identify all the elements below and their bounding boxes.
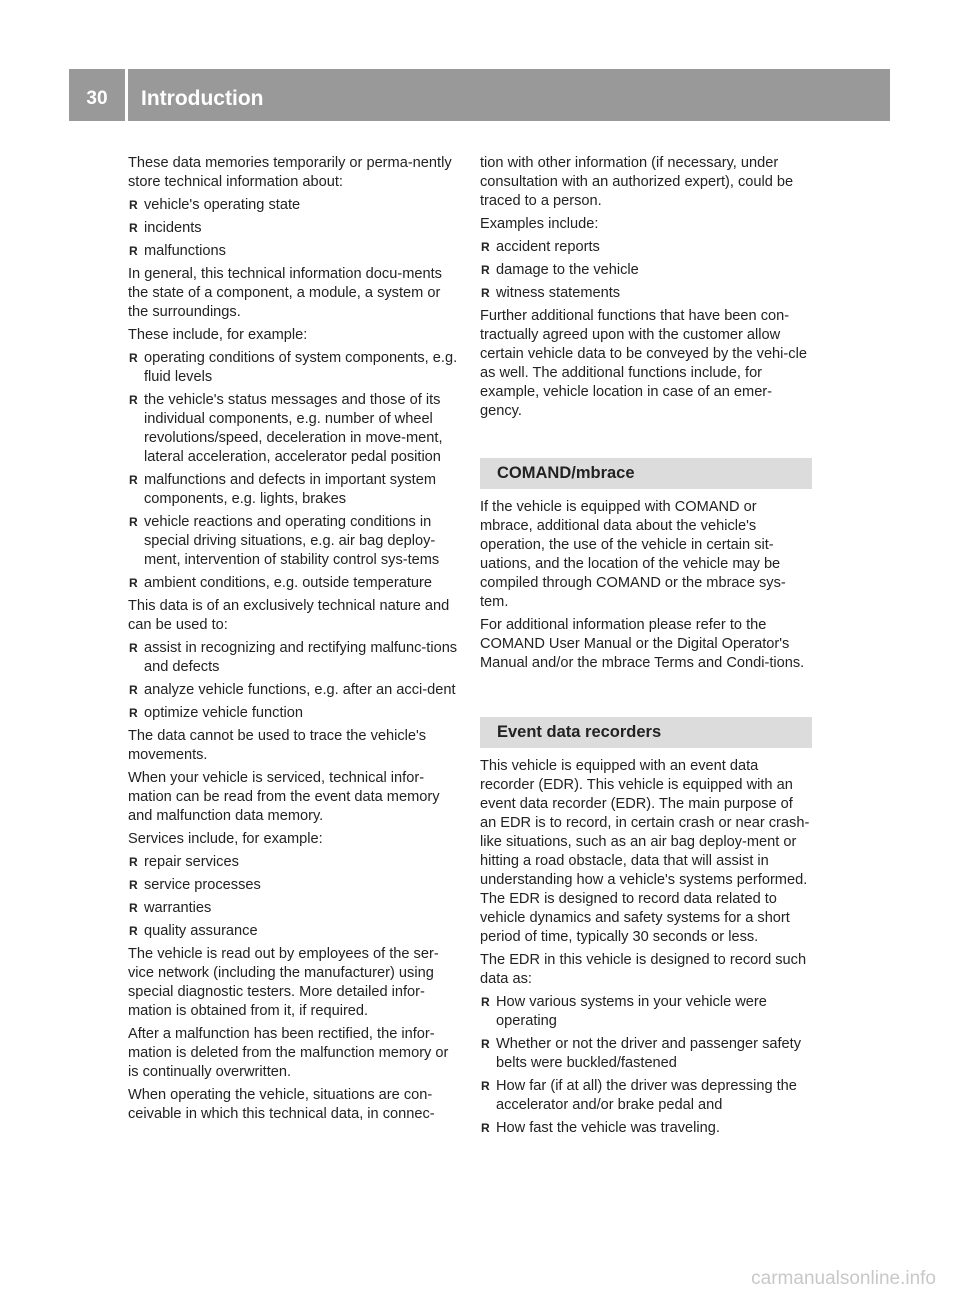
list-item-text: incidents (144, 220, 202, 236)
list-item-text: malfunctions (144, 243, 226, 259)
section-heading-event-data-recorders: Event data recorders (480, 717, 812, 748)
page-number: 30 (86, 88, 108, 109)
bullet-icon: R (129, 576, 138, 590)
list-item-text: quality assurance (144, 923, 258, 939)
bullet-icon: R (481, 263, 490, 277)
bullet-icon: R (481, 1037, 490, 1051)
bullet-icon: R (129, 198, 138, 212)
paragraph: The data cannot be used to trace the vehicle's movements. (128, 728, 427, 763)
list-item (128, 242, 462, 261)
list-item-text: How fast the vehicle was traveling. (496, 1120, 720, 1136)
section-spacer (480, 677, 812, 717)
list-item (128, 681, 462, 700)
paragraph: These include, for example: (128, 327, 308, 343)
list-item-text: the vehicle's status messages and those of its individual components, e.g. number of wheel revolutions/speed, deceleration in move-ment, lateral acceleration, accelerator pedal position (144, 392, 443, 465)
list-item (480, 1119, 812, 1138)
list-item (128, 219, 462, 238)
header-divider (125, 69, 128, 121)
bullet-icon: R (129, 878, 138, 892)
bullet-icon: R (129, 351, 138, 365)
bullet-icon: R (129, 244, 138, 258)
watermark: carmanualsonline.info (751, 1268, 936, 1289)
list-item (480, 1035, 812, 1073)
list-item (480, 238, 812, 257)
list-item-text: repair services (144, 854, 239, 870)
list-item (128, 922, 462, 941)
list-item-text: How far (if at all) the driver was depressing the accelerator and/or brake pedal and (496, 1078, 797, 1113)
left-column (128, 154, 462, 1128)
bullet-icon: R (129, 901, 138, 915)
bullet-icon: R (129, 706, 138, 720)
list-item-text: accident reports (496, 239, 600, 255)
list-item (128, 876, 462, 895)
bullet-list (128, 853, 462, 941)
bullet-icon: R (481, 995, 490, 1009)
list-item (128, 513, 462, 570)
paragraph: Services include, for example: (128, 831, 323, 847)
bullet-icon: R (481, 240, 490, 254)
bullet-list (480, 993, 812, 1138)
bullet-list (128, 349, 462, 593)
list-item-text: service processes (144, 877, 261, 893)
page-title: Introduction (141, 87, 264, 110)
paragraph: The vehicle is read out by employees of the ser-vice network (including the manufacturer) using special diagnostic testers. More detailed infor-mation is obtained from it, if required. (128, 946, 439, 1019)
section-heading-comand-mbrace: COMAND/mbrace (480, 458, 812, 489)
list-item-text: vehicle reactions and operating conditions in special driving situations, e.g. air bag deploy-ment, intervention of stability control sys-tems (144, 514, 440, 568)
list-item (480, 993, 812, 1031)
bullet-icon: R (129, 221, 138, 235)
bullet-icon: R (129, 683, 138, 697)
list-item (480, 261, 812, 280)
list-item (128, 704, 462, 723)
list-item-text: warranties (144, 900, 212, 916)
bullet-icon: R (129, 641, 138, 655)
paragraph: When operating the vehicle, situations are con-ceivable in which this technical data, in connec- (128, 1087, 435, 1122)
list-item (128, 349, 462, 387)
bullet-list (480, 238, 812, 303)
list-item (128, 574, 462, 593)
paragraph: In general, this technical information docu-ments the state of a component, a module, a system or the surroundings. (128, 266, 442, 320)
bullet-icon: R (129, 855, 138, 869)
paragraph: Examples include: (480, 216, 599, 232)
list-item (128, 471, 462, 509)
paragraph: Further additional functions that have been con-tractually agreed upon with the customer allow certain vehicle data to be conveyed by the vehi-cle as well. The additional functions include, for example, vehicle location in case of an emer-gency. (480, 308, 807, 419)
bullet-icon: R (481, 1079, 490, 1093)
section-spacer (480, 425, 812, 458)
list-item-text: Whether or not the driver and passenger safety belts were buckled/fastened (496, 1036, 802, 1071)
paragraph: tion with other information (if necessary, under consultation with an authorized expert), could be traced to a person. (480, 155, 794, 209)
bullet-icon: R (129, 393, 138, 407)
paragraph: If the vehicle is equipped with COMAND or mbrace, additional data about the vehicle's operation, the use of the vehicle in certain sit-uations, and the location of the vehicle may be compiled through COMAND or the mbrace sys-tem. (480, 499, 786, 610)
paragraph: This vehicle is equipped with an event data recorder (EDR). This vehicle is equipped with an event data recorder (EDR). The main purpose of an EDR is to record, in certain crash or near crash-like situations, such as an air bag deploy-ment or hitting a road obstacle, data that will assist in understanding how a vehicle's systems performed. The EDR is designed to record data related to vehicle dynamics and safety systems for a short period of time, typically 30 seconds or less. (480, 758, 810, 945)
list-item (480, 1077, 812, 1115)
list-item (480, 284, 812, 303)
list-item-text: assist in recognizing and rectifying malfunc-tions and defects (144, 640, 458, 675)
list-item-text: optimize vehicle function (144, 705, 303, 721)
bullet-list (128, 196, 462, 261)
list-item-text: vehicle's operating state (144, 197, 301, 213)
list-item-text: How various systems in your vehicle were operating (496, 994, 767, 1029)
paragraph: This data is of an exclusively technical nature and can be used to: (128, 598, 450, 633)
paragraph: The EDR in this vehicle is designed to record such data as: (480, 952, 807, 987)
list-item-text: operating conditions of system components, e.g. fluid levels (144, 350, 458, 385)
paragraph: These data memories temporarily or perma-nently store technical information about: (128, 155, 452, 190)
bullet-list (128, 639, 462, 723)
list-item (128, 899, 462, 918)
bullet-icon: R (481, 286, 490, 300)
list-item (128, 853, 462, 872)
list-item-text: malfunctions and defects in important system components, e.g. lights, brakes (144, 472, 437, 507)
bullet-icon: R (129, 515, 138, 529)
list-item (128, 639, 462, 677)
list-item (128, 391, 462, 467)
right-column (480, 154, 812, 1142)
list-item-text: ambient conditions, e.g. outside temperature (144, 575, 432, 591)
paragraph: After a malfunction has been rectified, the infor-mation is deleted from the malfunction memory or is continually overwritten. (128, 1026, 449, 1080)
paragraph: When your vehicle is serviced, technical infor-mation can be read from the event data memory and malfunction data memory. (128, 770, 440, 824)
bullet-icon: R (481, 1121, 490, 1135)
bullet-icon: R (129, 924, 138, 938)
bullet-icon: R (129, 473, 138, 487)
list-item-text: witness statements (496, 285, 621, 301)
paragraph: For additional information please refer to the COMAND User Manual or the Digital Operator's Manual and/or the mbrace Terms and Condi-tions. (480, 617, 805, 671)
list-item-text: damage to the vehicle (496, 262, 639, 278)
list-item-text: analyze vehicle functions, e.g. after an acci-dent (144, 682, 456, 698)
list-item (128, 196, 462, 215)
